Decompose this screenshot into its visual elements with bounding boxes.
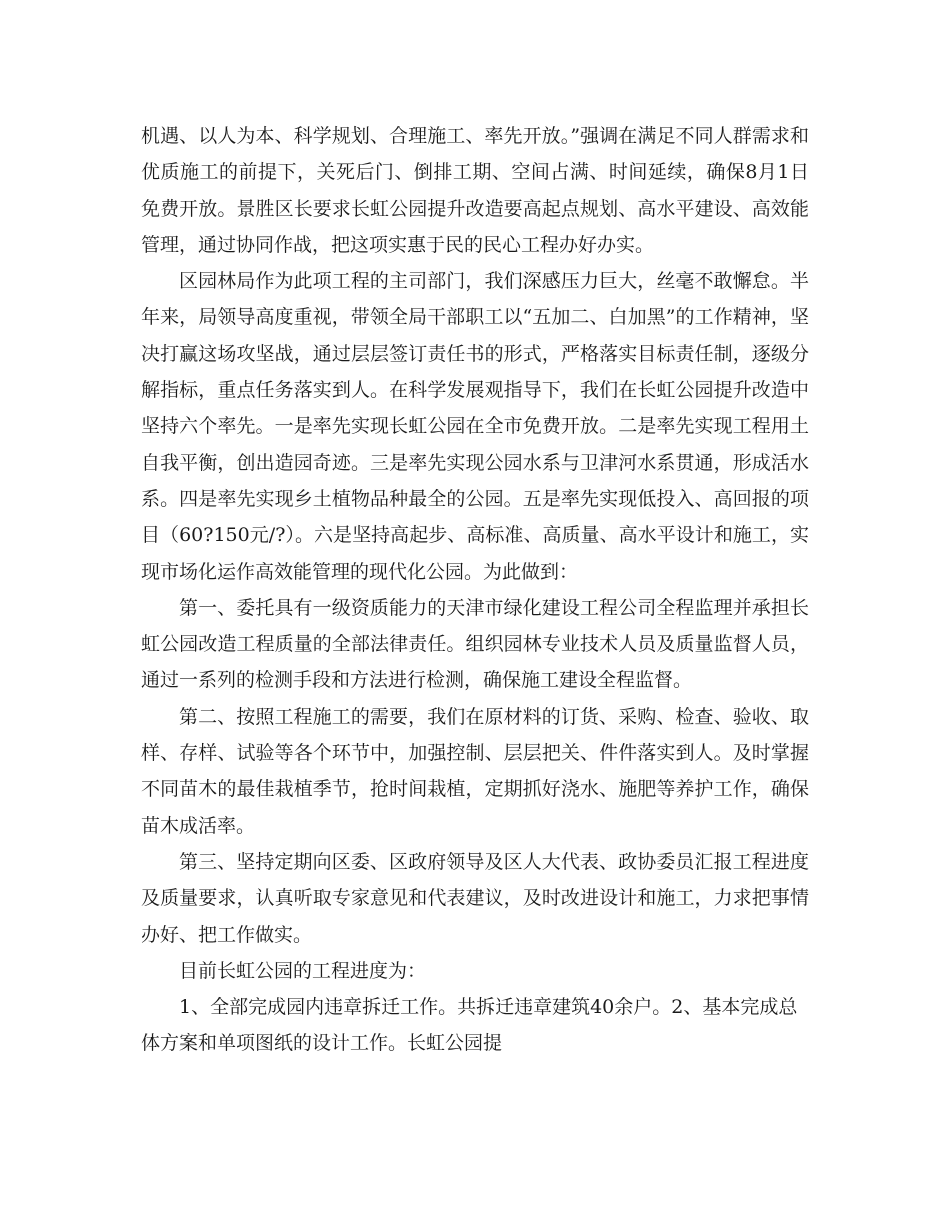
paragraph-progress-heading: 目前长虹公园的工程进度为： bbox=[179, 959, 427, 982]
document-body bbox=[141, 118, 809, 1062]
paragraph-park-bureau: 区园林局作为此项工程的主司部门，我们深感压力巨大，丝毫不敢懈怠。半年来，局领导高度重视，带领全局干部职工以“五加二、白加黑”的工作精神，坚决打赢这场攻坚战，通过层层签订责任书的形式，严格落实目标责任制，逐级分解指标，重点任务落实到人。在科学发展观指导下，我们在长虹公园提升改造中坚持六个率先。一是率先实现长虹公园在全市免费开放。二是率先实现工程用土自我平衡，创出造园奇迹。三是率先实现公园水系与卫津河水系贯通，形成活水系。四是率先实现乡土植物品种最全的公园。五是率先实现低投入、高回报的项目（60?150元/?）。六是坚持高起步、高标准、高质量、高水平设计和施工，实现市场化运作高效能管理的现代化公园。为此做到： bbox=[141, 270, 809, 583]
paragraph-third-measure: 第三、坚持定期向区委、区政府领导及区人大代表、政协委员汇报工程进度及质量要求，认真听取专家意见和代表建议，及时改进设计和施工，力求把事情办好、把工作做实。 bbox=[141, 850, 809, 946]
paragraph-first-measure: 第一、委托具有一级资质能力的天津市绿化建设工程公司全程监理并承担长虹公园改造工程质量的全部法律责任。组织园林专业技术人员及质量监督人员，通过一系列的检测手段和方法进行检测，确保施工建设全程监督。 bbox=[141, 596, 809, 692]
paragraph-second-measure: 第二、按照工程施工的需要，我们在原材料的订货、采购、检查、验收、取样、存样、试验等各个环节中，加强控制、层层把关、件件落实到人。及时掌握不同苗木的最佳栽植季节，抢时间栽植，定期抓好浇水、施肥等养护工作，确保苗木成活率。 bbox=[141, 705, 809, 837]
paragraph-progress-items: 1、全部完成园内违章拆迁工作。共拆迁违章建筑40余户。2、基本完成总体方案和单项图纸的设计工作。长虹公园提 bbox=[141, 996, 798, 1055]
paragraph-continuation: 机遇、以人为本、科学规划、合理施工、率先开放。”强调在满足不同人群需求和优质施工的前提下，关死后门、倒排工期、空间占满、时间延续，确保8月1日免费开放。景胜区长要求长虹公园提升改造要高起点规划、高水平建设、高效能管理，通过协同作战，把这项实惠于民的民心工程办好办实。 bbox=[141, 125, 809, 256]
